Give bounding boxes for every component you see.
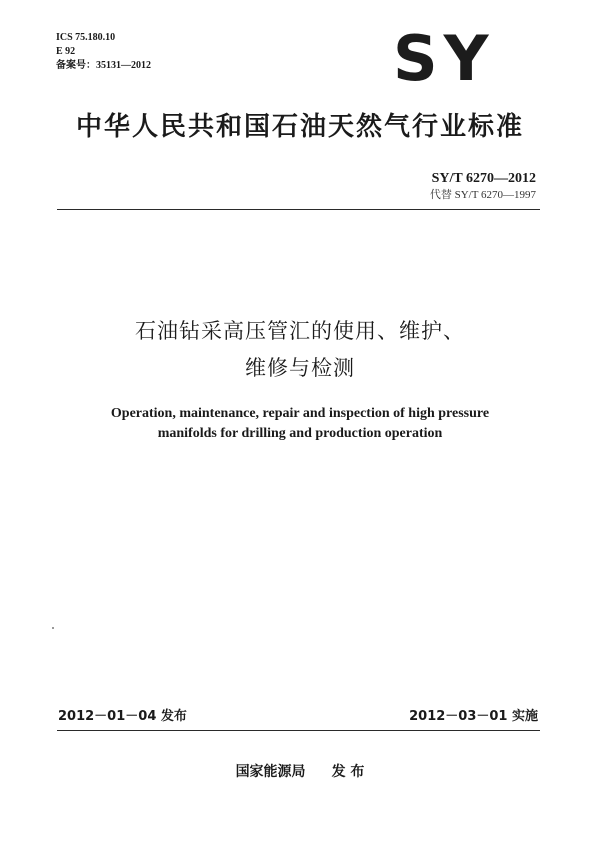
classification-code: E 92 xyxy=(56,46,76,57)
standard-number: SY/T 6270—2012 xyxy=(431,171,536,186)
document-title-en-line1: Operation, maintenance, repair and inspection of high pressure xyxy=(110,406,490,421)
ics-code: ICS 75.180.10 xyxy=(56,32,116,43)
issue-date: 2012－01－04 发布 xyxy=(58,709,187,724)
scan-speck xyxy=(52,627,54,629)
publisher-action: 发 布 xyxy=(331,764,365,780)
replaces-standard: 代替 SY/T 6270—1997 xyxy=(429,189,536,201)
bottom-divider xyxy=(57,730,540,731)
filing-number: 备案号：35131—2012 xyxy=(56,60,151,71)
publisher-row xyxy=(0,763,600,781)
top-divider xyxy=(57,209,540,210)
standard-category-title: 中华人民共和国石油天然气行业标准 xyxy=(75,112,524,142)
sy-logo: SY xyxy=(393,22,495,95)
document-title-cn-line2: 维修与检测 xyxy=(245,356,355,380)
implementation-date: 2012－03－01 实施 xyxy=(409,709,538,724)
document-title-en-line2: manifolds for drilling and production operation xyxy=(157,426,443,441)
publisher-name: 国家能源局 xyxy=(235,764,306,780)
document-title-cn-line1: 石油钻采高压管汇的使用、维护、 xyxy=(135,319,465,343)
